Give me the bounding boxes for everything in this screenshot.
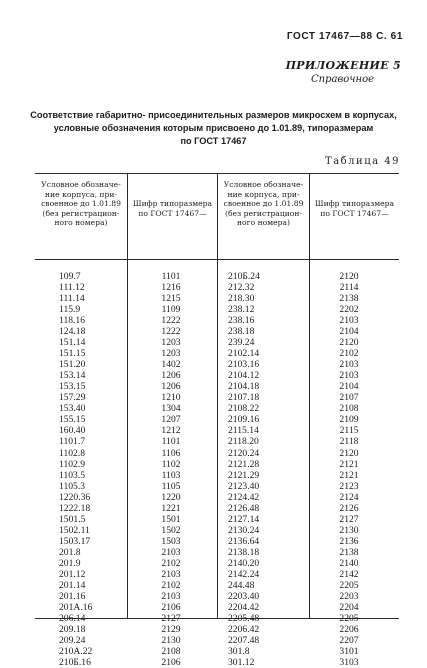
table-cell: 1221 [161, 502, 181, 514]
table-cell: 239.24 [228, 337, 255, 349]
table-cell: 2121.29 [228, 469, 260, 481]
table-cell: 2202 [339, 304, 359, 316]
table-cell: 2127 [339, 513, 359, 525]
header-line: ного номера) [54, 218, 108, 228]
table-cell: 2140.20 [228, 557, 260, 569]
table-cell: 2123.40 [228, 480, 260, 492]
table-cell: 3101 [339, 646, 359, 658]
table-cell: 2109.16 [228, 414, 260, 426]
table-cell: 151.15 [59, 348, 86, 360]
table-cell: 2102 [161, 579, 181, 591]
table-cell: 2108.22 [228, 403, 260, 415]
table-cell: 201.8 [59, 546, 81, 558]
table-cell: 2103.16 [228, 359, 260, 371]
table-cell: 2129 [161, 624, 181, 635]
table-cell: 209.18 [59, 624, 86, 635]
table-cell: 2102 [339, 348, 359, 360]
column-size-code-1 [161, 271, 180, 668]
table-cell: 1503 [161, 535, 181, 547]
caption-line: условные обозначения которым присвоено до 1.01.89, типоразмерам [53, 123, 374, 133]
table-cell: 2121.28 [228, 458, 260, 470]
table-cell: 1101 [161, 271, 181, 282]
header-line: своенное до 1.01.89 [41, 199, 121, 209]
table-cell: 3103 [339, 657, 359, 668]
table-cell: 2104 [339, 381, 359, 393]
table-cell: 301.12 [228, 657, 255, 668]
table-cell: 1206 [161, 370, 181, 382]
table-cell: 2127 [161, 612, 181, 624]
table-cell: 124.18 [59, 326, 86, 338]
header-line: ние корпуса, при- [45, 189, 117, 199]
table-cell: 201А.16 [59, 601, 93, 613]
table-cell: 244.48 [228, 579, 255, 591]
table-cell: 209.24 [59, 635, 86, 647]
appendix-note: Справочное [311, 74, 375, 85]
table-cell: 2205 [339, 579, 359, 591]
table-cell: 2108 [339, 403, 359, 415]
table-cell: 157.29 [59, 392, 86, 404]
header-line: по ГОСТ 17467— [320, 208, 389, 218]
column-size-code-2 [339, 271, 358, 668]
header-line: (без регистрацион- [42, 208, 120, 218]
table-cell: 151.20 [59, 359, 86, 371]
table-cell: 2115 [339, 425, 359, 437]
header-col2 [128, 199, 217, 218]
table-cell: 1105 [161, 480, 181, 492]
table-cell: 2103 [161, 568, 181, 580]
table-cell: 2207 [339, 635, 359, 647]
running-head: ГОСТ 17467—88 С. 61 [286, 31, 403, 42]
caption-line: по ГОСТ 17467 [180, 136, 247, 146]
table-cell: 2126 [339, 502, 359, 514]
table-cell: 2207.48 [228, 635, 260, 647]
table-cell: 2118.20 [228, 436, 259, 448]
header-line: Условное обозначе- [223, 180, 304, 189]
table-cell: 2108 [161, 646, 181, 658]
table-cell: 1203 [161, 348, 181, 360]
table-cell: 201.12 [59, 568, 86, 580]
table-cell: 1103 [161, 469, 181, 481]
table-cell: 1106 [161, 447, 181, 459]
table-cell: 210Б.16 [59, 657, 91, 668]
table-cell: 1502 [161, 524, 181, 536]
table-cell: 1402 [161, 359, 181, 371]
table-cell: 115.9 [59, 304, 81, 316]
table-cell: 2206 [339, 624, 359, 635]
table-cell: 1101.7 [59, 436, 86, 448]
header-col1 [35, 180, 127, 228]
appendix-title: ПРИЛОЖЕНИЕ 5 [285, 59, 401, 72]
table-cell: 2124 [339, 491, 359, 503]
table-cell: 2142 [339, 568, 359, 580]
table-cell: 2121 [339, 458, 359, 470]
header-line: Шифр типоразмера [132, 199, 213, 208]
table-cell: 118.16 [59, 315, 86, 327]
table-cell: 2140 [339, 557, 359, 569]
table-cell: 2109 [339, 414, 359, 426]
table-cell: 2114 [339, 282, 359, 294]
table-cell: 1212 [161, 425, 181, 437]
table-cell: 2102 [161, 557, 181, 569]
header-col4 [310, 199, 399, 218]
table-caption [0, 109, 427, 148]
table-column-divider [127, 173, 128, 619]
table-cell: 1220 [161, 491, 181, 503]
table-cell: 218.30 [228, 293, 255, 305]
table-cell: 2103 [161, 590, 181, 602]
table-cell: 111.12 [59, 282, 85, 294]
table-cell: 2126.48 [228, 502, 260, 514]
table-cell: 1109 [161, 304, 181, 316]
table-cell: 2130 [161, 635, 181, 647]
caption-line: Соответствие габаритно- присоединительных размеров микросхем в корпусах, [30, 110, 397, 120]
table-cell: 1222 [161, 315, 181, 327]
table-cell: 2104 [339, 326, 359, 338]
header-line: Шифр типоразмера [314, 199, 395, 208]
table-cell: 153.15 [59, 381, 86, 393]
table-cell: 2138 [339, 546, 359, 558]
table-cell: 2204 [339, 601, 359, 613]
table-cell: 1501.5 [59, 513, 86, 525]
table-cell: 206.14 [59, 612, 86, 624]
correspondence-table [35, 173, 399, 668]
table-cell: 2142.24 [228, 568, 260, 580]
table-cell: 2104.18 [228, 381, 260, 393]
table-cell: 1103.5 [59, 469, 86, 481]
table-cell: 1216 [161, 282, 181, 294]
table-cell: 2103 [339, 359, 359, 371]
header-line: Условное обозначе- [41, 180, 121, 189]
table-cell: 1102 [161, 458, 181, 470]
table-cell: 2124.42 [228, 491, 260, 503]
table-cell: 210Б.24 [228, 271, 260, 282]
table-cell: 2127.14 [228, 513, 260, 525]
header-line: ние корпуса, при- [227, 189, 300, 199]
table-cell: 2130.24 [228, 524, 260, 536]
table-cell: 2138.18 [228, 546, 260, 558]
table-label: Таблица 49 [325, 156, 400, 167]
table-cell: 2120 [339, 447, 359, 459]
table-cell: 2121 [339, 469, 359, 481]
table-cell: 2102.14 [228, 348, 260, 360]
column-package-designation-2 [228, 271, 260, 668]
table-cell: 1105.3 [59, 480, 86, 492]
table-cell: 201.9 [59, 557, 81, 569]
table-cell: 1207 [161, 414, 181, 426]
table-cell: 2138 [339, 293, 359, 305]
header-col3 [218, 180, 309, 228]
table-cell: 109.7 [59, 271, 81, 282]
table-cell: 2120.24 [228, 447, 260, 459]
table-cell: 1222 [161, 326, 181, 338]
table-cell: 2204.42 [228, 601, 260, 613]
table-cell: 153.14 [59, 370, 86, 382]
table-cell: 160.40 [59, 425, 86, 437]
header-line: по ГОСТ 17467— [138, 208, 207, 218]
table-cell: 1206 [161, 381, 181, 393]
table-cell: 2107.18 [228, 392, 260, 404]
table-cell: 2103 [339, 315, 359, 327]
table-cell: 301.8 [228, 646, 250, 658]
header-line: своенное до 1.01.89 [223, 199, 304, 209]
table-cell: 2136 [339, 535, 359, 547]
table-cell: 2118 [339, 436, 359, 448]
table-cell: 2106 [161, 657, 181, 668]
table-cell: 201.16 [59, 590, 86, 602]
table-column-divider [309, 173, 310, 619]
column-package-designation-1 [59, 271, 92, 668]
table-cell: 1502.11 [59, 524, 90, 536]
header-line: ного номера) [237, 218, 290, 228]
table-cell: 155.15 [59, 414, 86, 426]
table-cell: 238.16 [228, 315, 255, 327]
table-cell: 1304 [161, 403, 181, 415]
table-cell: 1503.17 [59, 535, 91, 547]
table-cell: 111.14 [59, 293, 85, 305]
table-cell: 1210 [161, 392, 181, 404]
table-cell: 2120 [339, 271, 359, 282]
table-cell: 2106 [161, 601, 181, 613]
table-cell: 2123 [339, 480, 359, 492]
table-cell: 1102.8 [59, 447, 86, 459]
table-cell: 2205.48 [228, 612, 260, 624]
table-cell: 2205 [339, 612, 359, 624]
table-cell: 1220.36 [59, 491, 91, 503]
table-cell: 2136.64 [228, 535, 260, 547]
table-cell: 2120 [339, 337, 359, 349]
header-line: (без регистрацион- [225, 208, 302, 218]
table-cell: 2206.42 [228, 624, 260, 635]
table-cell: 1222.18 [59, 502, 91, 514]
table-cell: 1501 [161, 513, 181, 525]
table-cell: 201.14 [59, 579, 86, 591]
table-cell: 2104.12 [228, 370, 260, 382]
table-cell: 212.32 [228, 282, 255, 294]
table-cell: 1101 [161, 436, 181, 448]
table-cell: 238.12 [228, 304, 255, 316]
table-cell: 2130 [339, 524, 359, 536]
table-cell: 1102.9 [59, 458, 86, 470]
table-cell: 2203.40 [228, 590, 260, 602]
table-cell: 2115.14 [228, 425, 259, 437]
table-cell: 2203 [339, 590, 359, 602]
table-cell: 2103 [161, 546, 181, 558]
table-cell: 1215 [161, 293, 181, 305]
table-cell: 151.14 [59, 337, 86, 349]
table-cell: 210А.22 [59, 646, 93, 658]
table-cell: 238.18 [228, 326, 255, 338]
table-cell: 2103 [339, 370, 359, 382]
table-cell: 153.40 [59, 403, 86, 415]
table-cell: 1203 [161, 337, 181, 349]
table-cell: 2107 [339, 392, 359, 404]
table-column-divider [217, 173, 218, 619]
